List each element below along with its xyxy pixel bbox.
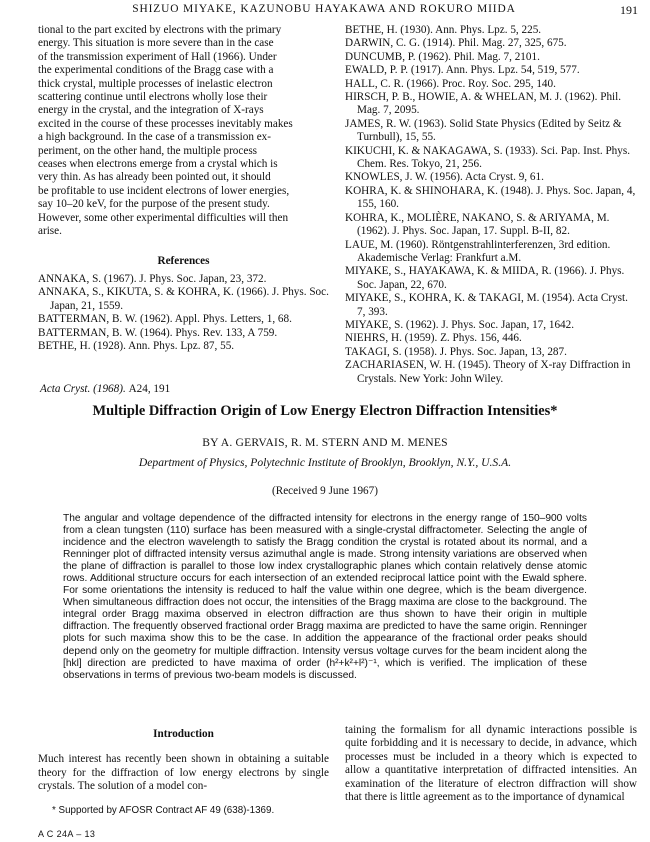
intro-right-column xyxy=(345,724,637,804)
text-line: thick crystal, multiple processes of inelastic electron xyxy=(38,77,273,90)
reference-entry: TAKAGI, S. (1958). J. Phys. Soc. Japan, 13, 287. xyxy=(345,345,567,358)
article-authors: BY A. GERVAIS, R. M. STERN AND M. MENES xyxy=(202,436,448,449)
reference-entry: DARWIN, C. G. (1914). Phil. Mag. 27, 325, 675. xyxy=(345,37,567,50)
reference-entry: MIYAKE, S. (1962). J. Phys. Soc. Japan, 17, 1642. xyxy=(345,318,575,331)
running-head: SHIZUO MIYAKE, KAZUNOBU HAYAKAWA AND ROKURO MIIDA xyxy=(132,3,516,15)
journal-name: Acta Cryst. (1968). xyxy=(40,383,126,395)
introduction-heading: Introduction xyxy=(153,728,214,740)
reference-entry: BATTERMAN, B. W. (1962). Appl. Phys. Letters, 1, 68. xyxy=(38,313,292,326)
text-line: of the transmission experiment of Hall (1966). Under xyxy=(38,50,277,63)
journal-volume: A24, 191 xyxy=(128,383,171,395)
received-date: (Received 9 June 1967) xyxy=(272,485,378,497)
text-line: periment, on the other hand, the multiple process xyxy=(38,144,258,157)
reference-entry: KIKUCHI, K. & NAKAGAWA, S. (1933). Sci. Pap. Inst. Phys. Chem. Res. Tokyo, 21, 256. xyxy=(345,144,631,171)
intro-paragraph-continued: taining the formalism for all dynamic interactions possible is quite forbidding and it is necessary to decide, in advance, which processes must be included in a theory which is expected to allow a quantitative interpretation of diffracted intensities. An examination of the literature of electron diffraction will show that there is little agreement as to the importance of dynamical xyxy=(345,724,637,804)
reference-entry: KOHRA, K. & SHINOHARA, K. (1948). J. Phys. Soc. Japan, 4, 155, 160. xyxy=(345,184,636,211)
reference-entry: KNOWLES, J. W. (1956). Acta Cryst. 9, 61. xyxy=(345,171,544,184)
text-line: excited in the course of these processes inevitably makes xyxy=(38,117,293,130)
reference-entry: BETHE, H. (1930). Ann. Phys. Lpz. 5, 225. xyxy=(345,24,542,36)
text-line: very thin. As has already been pointed out, it should xyxy=(38,171,271,184)
journal-citation xyxy=(40,383,170,395)
reference-entry: NIEHRS, H. (1959). Z. Phys. 156, 446. xyxy=(345,332,522,345)
intro-left-column xyxy=(38,724,329,794)
footer-code: A C 24A – 13 xyxy=(38,829,96,839)
reference-entry: MIYAKE, S., KOHRA, K. & TAKAGI, M. (1954). Acta Cryst. 7, 393. xyxy=(345,292,628,318)
text-line: energy in the crystal, and the integration of X-rays xyxy=(38,104,264,117)
reference-entry: ZACHARIASEN, W. H. (1945). Theory of X-ray Diffraction in Crystals. New York: John Wiley. xyxy=(345,359,631,385)
reference-entry: DUNCUMB, P. (1962). Phil. Mag. 7, 2101. xyxy=(345,50,540,63)
right-column-references xyxy=(345,24,637,386)
text-line: be profitable to use incident electrons of lower energies, xyxy=(38,184,290,197)
text-line: ceases when electrons emerge from a crystal which is xyxy=(38,158,278,171)
reference-entry: ANNAKA, S., KIKUTA, S. & KOHRA, K. (1966). J. Phys. Soc. Japan, 21, 1559. xyxy=(38,286,329,312)
text-line: the experimental conditions of the Bragg case with a xyxy=(38,64,274,77)
text-line: However, some other experimental difficulties will then xyxy=(38,211,289,224)
reference-entry: HIRSCH, P. B., HOWIE, A. & WHELAN, M. J. (1962). Phil. Mag. 7, 2095. xyxy=(345,91,622,117)
reference-entry: HALL, C. R. (1966). Proc. Roy. Soc. 295, 140. xyxy=(345,77,556,90)
text-line: scattering continue until electrons wholly lose their xyxy=(38,91,268,104)
reference-entry: BATTERMAN, B. W. (1964). Phys. Rev. 133, A 759. xyxy=(38,326,278,339)
reference-entry: LAUE, M. (1960). Röntgenstrahlinterferenzen, 3rd edition. Akademische Verlag: Frankfurt a.M. xyxy=(345,238,611,264)
text-line: tional to the part excited by electrons with the primary xyxy=(38,24,282,36)
left-column xyxy=(38,24,329,353)
reference-entry: EWALD, P. P. (1917). Ann. Phys. Lpz. 54, 519, 577. xyxy=(345,64,580,77)
text-line: energy. This situation is more severe than in the case xyxy=(38,37,274,50)
abstract: The angular and voltage dependence of the diffracted intensity for electrons in the energy range of 150–900 volts from a clean tungsten (110) surface has been measured with a single-crystal diffractometer. Selecting the angle of incidence and the electron wavelength to satisfy the Bragg condition the crystal is rotated about its normal, and a Renninger plot of diffracted intensity versus azimuthal angle is made. Strong intensity variations are observed when the plane of diffraction is parallel to those low index crystallographic planes which contain relatively dense atomic rows. Additional structure occurs for each intersection of an extended reciprocal lattice point with the Ewald sphere. For some orientations the intensity is reduced to half the value within one degree, which is the beam divergence. When simultaneous diffraction does not occur, the intensities of the Bragg maxima are close to the background. The integral order Bragg maxima observed in electron diffraction are thus shown to have their origin in multiple diffraction. The frequently observed fractional order Bragg maxima are predicted to have the same origin. Renninger plots for such maxima show this to be the case. In addition the appearance of the fractional order peaks should depend only on the geometry for multiple diffraction. Intensity versus voltage curves for the beam incident along the [hkl] direction are predicted to have maxima of order (h²+k²+l²)⁻¹, which is verified. The implication of these observations in terms of previous two-beam models is discussed. xyxy=(63,513,587,681)
text-line: arise. xyxy=(38,225,62,238)
reference-entry: BETHE, H. (1928). Ann. Phys. Lpz. 87, 55. xyxy=(38,339,235,352)
reference-entry: ANNAKA, S. (1967). J. Phys. Soc. Japan, 23, 372. xyxy=(38,272,267,285)
article-title: Multiple Diffraction Origin of Low Energy Electron Diffraction Intensities* xyxy=(92,403,558,419)
reference-entry: KOHRA, K., MOLIÈRE, NAKANO, S. & ARIYAMA, M. (1962). J. Phys. Soc. Japan, 17. Suppl. B-II, 82. xyxy=(345,211,610,238)
reference-entry: JAMES, R. W. (1963). Solid State Physics (Edited by Seitz & Turnbull), 15, 55. xyxy=(345,117,622,144)
author-affiliation: Department of Physics, Polytechnic Institute of Brooklyn, Brooklyn, N.Y., U.S.A. xyxy=(138,456,512,469)
intro-paragraph: Much interest has recently been shown in obtaining a suitable theory for the diffraction of low energy electrons by single crystals. The solution of a model con- xyxy=(38,753,329,793)
text-line: a high background. In the case of a transmission ex- xyxy=(38,131,272,144)
footnote: * Supported by AFOSR Contract AF 49 (638)-1369. xyxy=(52,805,275,816)
page-number: 191 xyxy=(620,3,638,17)
reference-entry: MIYAKE, S., HAYAKAWA, K. & MIIDA, R. (1966). J. Phys. Soc. Japan, 22, 670. xyxy=(345,265,625,291)
references-heading: References xyxy=(157,254,210,267)
text-line: say 10–20 keV, for the purpose of the present study. xyxy=(38,198,270,211)
